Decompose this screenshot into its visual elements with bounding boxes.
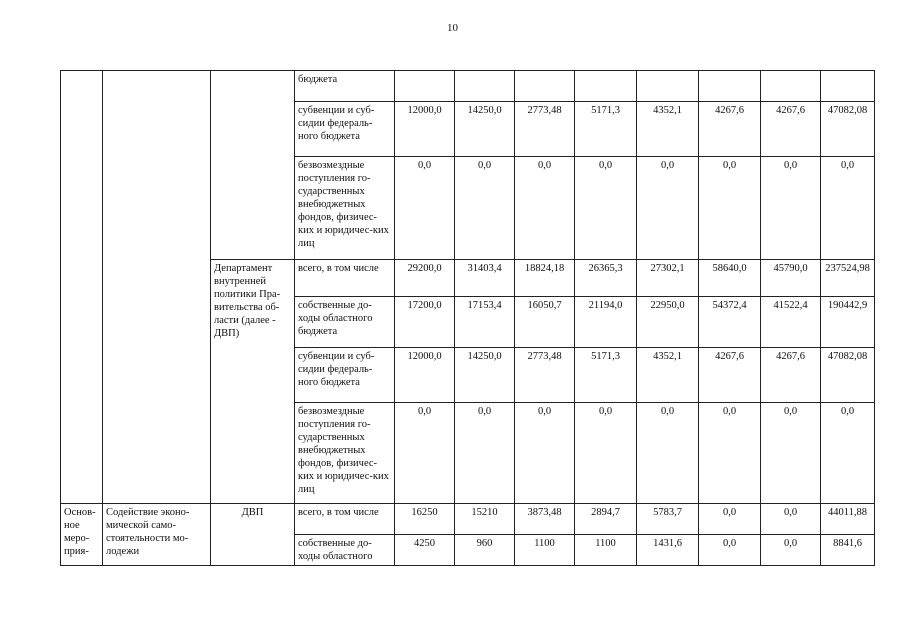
value-cell: 4352,1 <box>637 348 699 403</box>
value-cell: 47082,08 <box>821 348 875 403</box>
event-name: Содействие эконо-мической само-стоятельности мо-лодежи <box>103 504 211 566</box>
value-cell: 27302,1 <box>637 260 699 297</box>
value-cell: 0,0 <box>821 157 875 260</box>
value-cell: 3873,48 <box>515 504 575 535</box>
value-cell <box>515 71 575 102</box>
value-cell: 47082,08 <box>821 102 875 157</box>
value-cell: 0,0 <box>761 535 821 566</box>
source-label: собственные до-ходы областного <box>295 535 395 566</box>
value-cell: 17200,0 <box>395 297 455 348</box>
source-label: субвенции и суб-сидии федераль-ного бюджета <box>295 102 395 157</box>
value-cell: 0,0 <box>699 403 761 504</box>
value-cell <box>761 71 821 102</box>
value-cell: 4267,6 <box>699 102 761 157</box>
value-cell: 45790,0 <box>761 260 821 297</box>
value-cell: 0,0 <box>455 157 515 260</box>
value-cell: 0,0 <box>455 403 515 504</box>
value-cell: 14250,0 <box>455 102 515 157</box>
value-cell: 5783,7 <box>637 504 699 535</box>
value-cell: 5171,3 <box>575 348 637 403</box>
source-label: бюджета <box>295 71 395 102</box>
event-executor: ДВП <box>211 504 295 566</box>
value-cell: 4267,6 <box>761 102 821 157</box>
value-cell <box>575 71 637 102</box>
value-cell: 0,0 <box>575 403 637 504</box>
value-cell: 0,0 <box>699 504 761 535</box>
source-label: безвозмездные поступления го-сударственных внебюджетных фондов, физичес-ких и юридичес-ких лиц <box>295 403 395 504</box>
value-cell: 0,0 <box>821 403 875 504</box>
value-cell: 14250,0 <box>455 348 515 403</box>
value-cell: 12000,0 <box>395 348 455 403</box>
source-label: субвенции и суб-сидии федераль-ного бюджета <box>295 348 395 403</box>
value-cell: 0,0 <box>515 157 575 260</box>
source-label: безвозмездные поступления го-сударственных внебюджетных фондов, физичес-ких и юридичес-ких лиц <box>295 157 395 260</box>
value-cell: 2773,48 <box>515 348 575 403</box>
value-cell: 0,0 <box>699 535 761 566</box>
value-cell <box>395 71 455 102</box>
value-cell: 44011,88 <box>821 504 875 535</box>
value-cell: 17153,4 <box>455 297 515 348</box>
value-cell: 0,0 <box>761 403 821 504</box>
value-cell: 29200,0 <box>395 260 455 297</box>
value-cell: 190442,9 <box>821 297 875 348</box>
empty-cell <box>61 71 103 504</box>
value-cell: 960 <box>455 535 515 566</box>
page-number: 10 <box>447 22 458 34</box>
value-cell: 54372,4 <box>699 297 761 348</box>
value-cell <box>821 71 875 102</box>
source-label: собственные до-ходы областного бюджета <box>295 297 395 348</box>
value-cell: 0,0 <box>515 403 575 504</box>
value-cell <box>699 71 761 102</box>
value-cell <box>637 71 699 102</box>
value-cell: 12000,0 <box>395 102 455 157</box>
value-cell: 58640,0 <box>699 260 761 297</box>
value-cell: 16250 <box>395 504 455 535</box>
value-cell: 15210 <box>455 504 515 535</box>
event-type: Основ-ное меро-прия- <box>61 504 103 566</box>
value-cell: 1100 <box>515 535 575 566</box>
value-cell: 0,0 <box>395 403 455 504</box>
table-row <box>61 71 875 102</box>
value-cell: 4267,6 <box>761 348 821 403</box>
value-cell: 4250 <box>395 535 455 566</box>
value-cell: 0,0 <box>395 157 455 260</box>
value-cell: 26365,3 <box>575 260 637 297</box>
department-name: Департамент внутренней политики Пра-вительства об-ласти (далее - ДВП) <box>211 260 295 504</box>
budget-table <box>60 70 875 566</box>
value-cell: 22950,0 <box>637 297 699 348</box>
value-cell: 2773,48 <box>515 102 575 157</box>
value-cell: 0,0 <box>575 157 637 260</box>
value-cell: 16050,7 <box>515 297 575 348</box>
value-cell: 21194,0 <box>575 297 637 348</box>
value-cell: 1431,6 <box>637 535 699 566</box>
table-row <box>61 504 875 535</box>
value-cell: 8841,6 <box>821 535 875 566</box>
value-cell: 5171,3 <box>575 102 637 157</box>
value-cell: 1100 <box>575 535 637 566</box>
value-cell: 4352,1 <box>637 102 699 157</box>
value-cell: 0,0 <box>637 157 699 260</box>
value-cell: 2894,7 <box>575 504 637 535</box>
value-cell: 31403,4 <box>455 260 515 297</box>
value-cell: 0,0 <box>699 157 761 260</box>
empty-cell <box>211 71 295 260</box>
value-cell: 237524,98 <box>821 260 875 297</box>
value-cell: 4267,6 <box>699 348 761 403</box>
source-label: всего, в том числе <box>295 504 395 535</box>
value-cell: 0,0 <box>637 403 699 504</box>
value-cell <box>455 71 515 102</box>
value-cell: 0,0 <box>761 157 821 260</box>
value-cell: 41522,4 <box>761 297 821 348</box>
value-cell: 18824,18 <box>515 260 575 297</box>
value-cell: 0,0 <box>761 504 821 535</box>
empty-cell <box>103 71 211 504</box>
source-label: всего, в том числе <box>295 260 395 297</box>
